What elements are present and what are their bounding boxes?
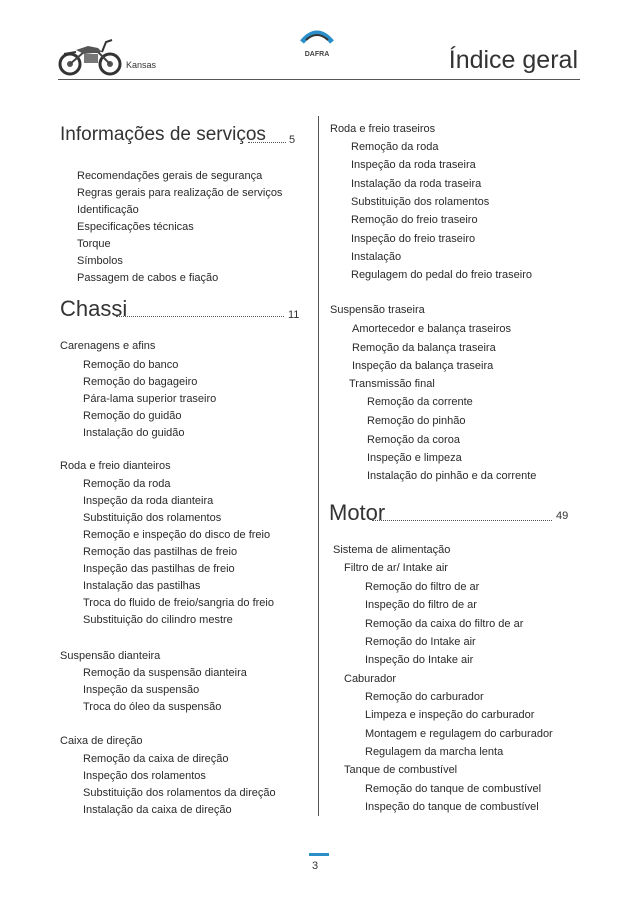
subgroup-title: Tanque de combustível [344, 764, 458, 776]
list-item: Instalação do pinhão e da corrente [367, 470, 537, 482]
section-title-motor: Motor [329, 500, 386, 525]
header-rule [58, 79, 580, 80]
list-item: Remoção e inspeção do disco de freio [83, 529, 271, 541]
list-item: Remoção da caixa de direção [83, 753, 229, 765]
list-item: Inspeção da roda dianteira [83, 495, 214, 507]
section-page-motor: 49 [556, 510, 569, 522]
list-item: Remoção do bagageiro [83, 376, 198, 388]
list-item: Identificação [77, 204, 139, 216]
list-item: Inspeção do tanque de combustível [365, 801, 539, 813]
leader-dots [116, 316, 284, 317]
list-item: Inspeção da roda traseira [351, 159, 476, 171]
list-item: Inspeção do Intake air [365, 654, 474, 666]
list-item: Inspeção da balança traseira [352, 360, 494, 372]
subgroup-title: Transmissão final [349, 378, 435, 390]
list-item: Substituição dos rolamentos [351, 196, 490, 208]
section-title-servicos: Informações de serviços [60, 124, 266, 145]
list-item: Remoção do freio traseiro [351, 214, 478, 226]
brand-logo [292, 22, 342, 62]
leader-dots [372, 520, 552, 521]
list-item: Torque [77, 238, 111, 250]
list-item: Remoção do filtro de ar [365, 581, 480, 593]
list-item: Instalação [351, 251, 402, 263]
list-item: Regulagem do pedal do freio traseiro [351, 269, 533, 281]
section-title-chassi: Chassi [60, 296, 128, 321]
list-item: Limpeza e inspeção do carburador [365, 709, 535, 721]
list-item: Substituição dos rolamentos da direção [83, 787, 276, 799]
list-item: Inspeção das pastilhas de freio [83, 563, 235, 575]
group-title: Carenagens e afins [60, 340, 156, 352]
list-item: Instalação das pastilhas [83, 580, 201, 592]
list-item: Pára-lama superior traseiro [83, 393, 217, 405]
list-item: Símbolos [77, 255, 123, 267]
list-item: Instalação do guidão [83, 427, 185, 439]
group-title: Sistema de alimentação [333, 544, 451, 556]
group-title: Roda e freio dianteiros [60, 460, 171, 472]
section-page-servicos: 5 [289, 134, 296, 146]
page-number-accent [309, 853, 329, 856]
list-item: Remoção da caixa do filtro de ar [365, 618, 524, 630]
list-item: Remoção da corrente [367, 396, 473, 408]
svg-text:DAFRA: DAFRA [304, 51, 330, 58]
leader-dots [248, 142, 286, 143]
list-item: Inspeção do filtro de ar [365, 599, 477, 611]
list-item: Recomendações gerais de segurança [77, 170, 263, 182]
list-item: Remoção do banco [83, 359, 179, 371]
list-item: Inspeção do freio traseiro [351, 233, 476, 245]
list-item: Regulagem da marcha lenta [365, 746, 504, 758]
model-name: Kansas [126, 60, 157, 70]
list-item: Passagem de cabos e fiação [77, 272, 219, 284]
list-item: Inspeção da suspensão [83, 684, 200, 696]
list-item: Remoção do Intake air [365, 636, 476, 648]
group-title: Suspensão traseira [330, 304, 425, 316]
list-item: Remoção da coroa [367, 434, 460, 446]
list-item: Instalação da caixa de direção [83, 804, 232, 816]
subgroup-title: Caburador [344, 673, 396, 685]
list-item: Remoção da roda [351, 141, 439, 153]
list-item: Remoção da roda [83, 478, 171, 490]
page-title: Índice geral [448, 46, 578, 74]
page-number: 3 [312, 860, 319, 872]
list-item: Inspeção dos rolamentos [83, 770, 206, 782]
page-header [0, 0, 638, 90]
list-item: Inspeção e limpeza [367, 452, 462, 464]
list-item: Remoção da suspensão dianteira [83, 667, 247, 679]
column-divider [318, 116, 319, 816]
list-item: Remoção da balança traseira [352, 342, 496, 354]
list-item: Remoção do carburador [365, 691, 484, 703]
list-item: Remoção do guidão [83, 410, 182, 422]
list-item: Instalação da roda traseira [351, 178, 482, 190]
group-title: Roda e freio traseiros [330, 123, 436, 135]
list-item: Remoção das pastilhas de freio [83, 546, 238, 558]
group-title: Caixa de direção [60, 735, 143, 747]
list-item: Troca do óleo da suspensão [83, 701, 222, 713]
list-item: Especificações técnicas [77, 221, 194, 233]
list-item: Amortecedor e balança traseiros [352, 323, 511, 335]
motorcycle-icon [58, 34, 122, 76]
list-item: Substituição dos rolamentos [83, 512, 222, 524]
section-page-chassi: 11 [288, 309, 300, 321]
list-item: Regras gerais para realização de serviços [77, 187, 283, 199]
list-item: Substituição do cilindro mestre [83, 614, 233, 626]
list-item: Troca do fluido de freio/sangria do freio [83, 597, 274, 609]
group-title: Suspensão dianteira [60, 650, 161, 662]
list-item: Remoção do tanque de combustível [365, 783, 542, 795]
subgroup-title: Filtro de ar/ Intake air [344, 562, 448, 574]
list-item: Remoção do pinhão [367, 415, 466, 427]
list-item: Montagem e regulagem do carburador [365, 728, 553, 740]
